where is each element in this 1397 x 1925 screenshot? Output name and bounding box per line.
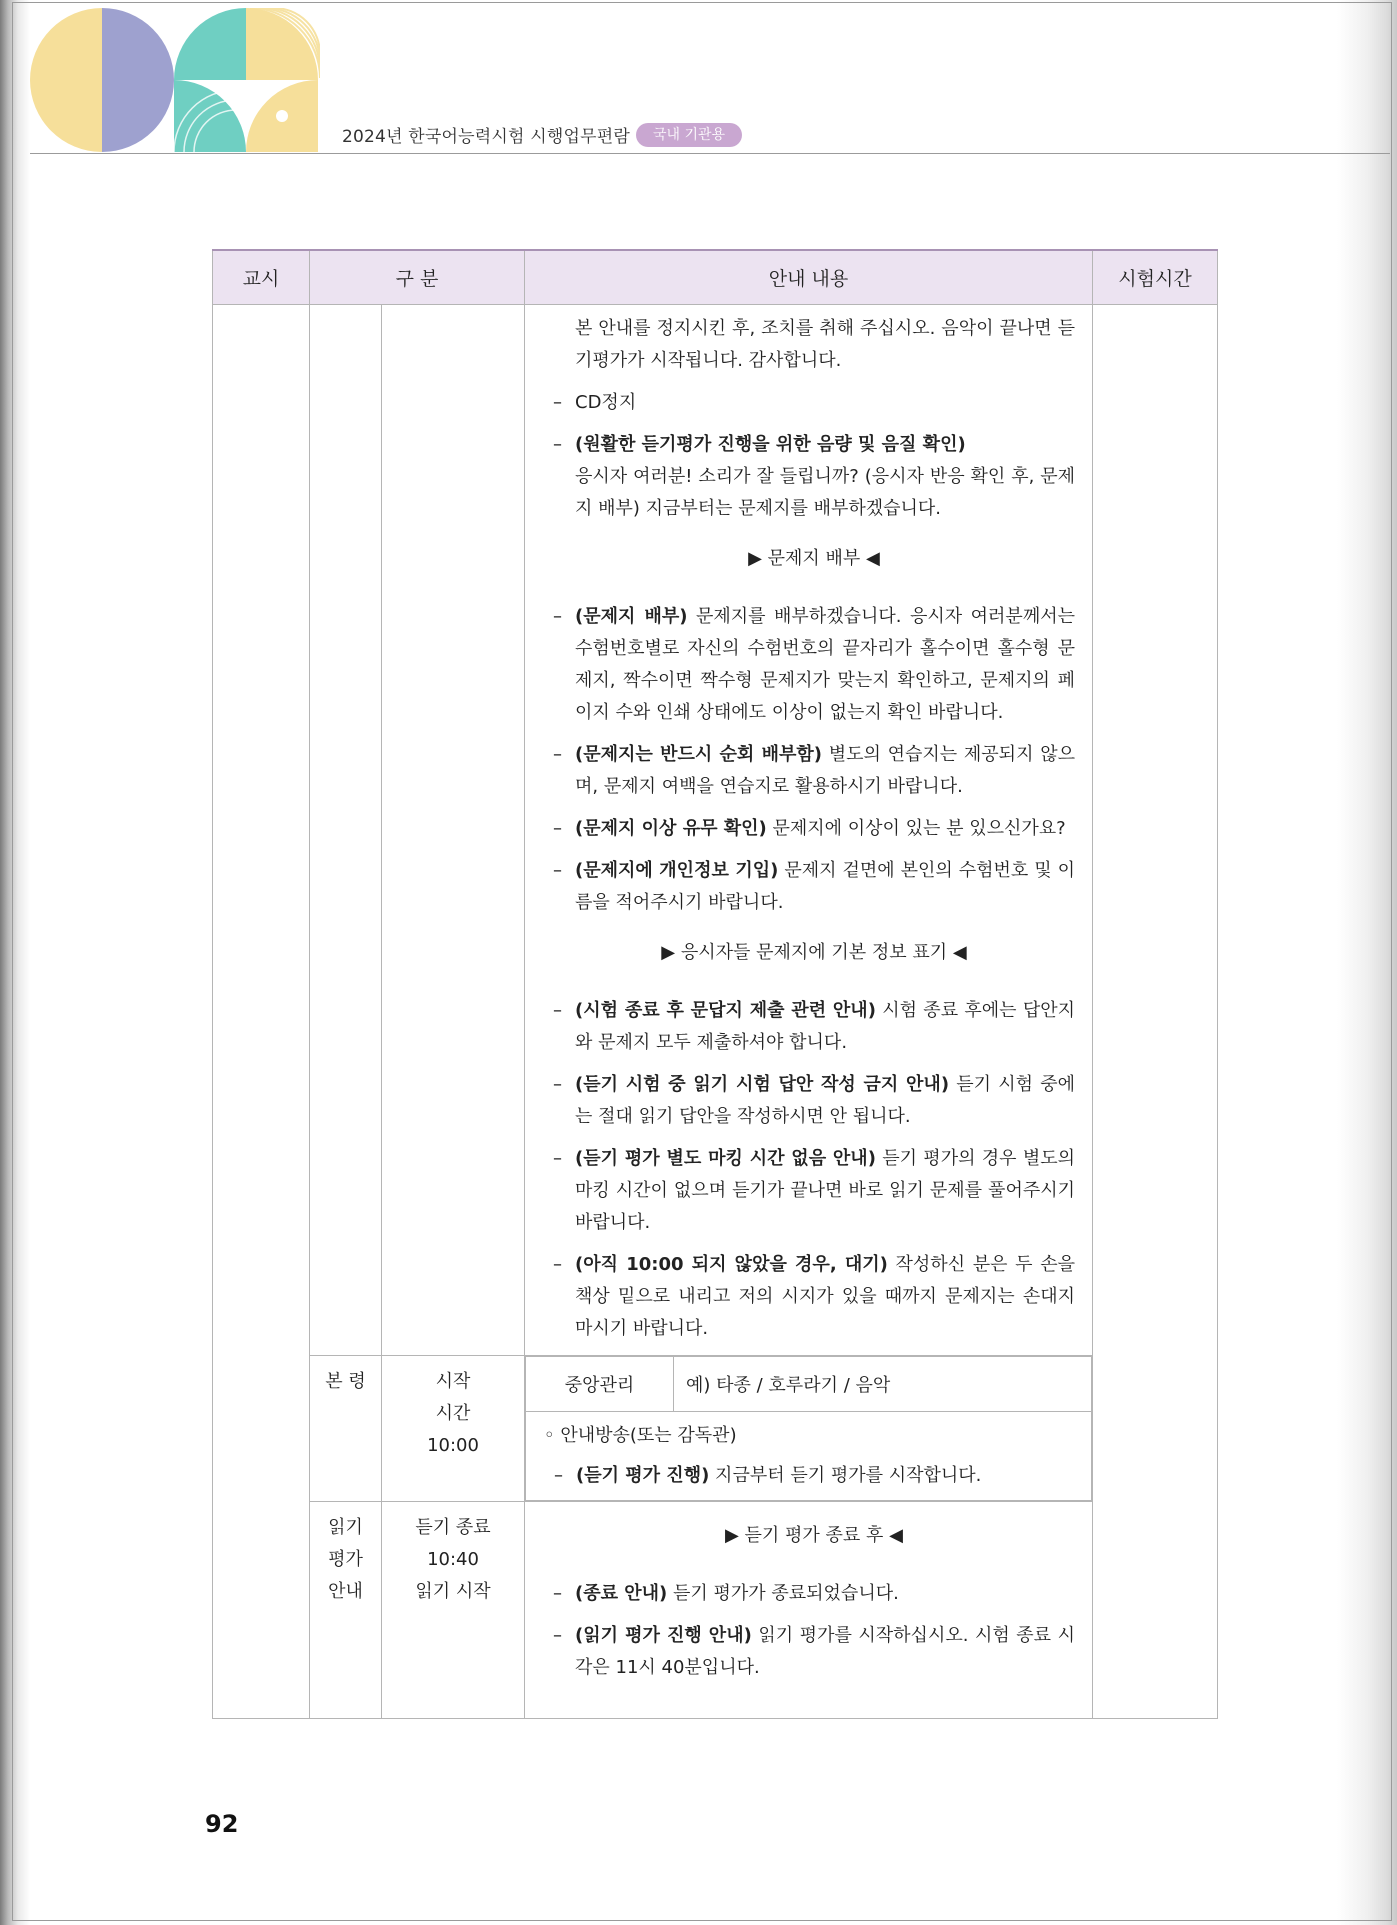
cd-stop: – CD정지 <box>553 387 1075 419</box>
list-item <box>553 1249 1075 1345</box>
header-period: 교시 <box>213 250 310 305</box>
item-title: (듣기 시험 중 읽기 시험 답안 작성 금지 안내) <box>575 1074 950 1095</box>
content-cell <box>525 305 1093 1356</box>
section-heading-info: ▶ 응시자들 문제지에 기본 정보 표기 ◀ <box>661 942 967 963</box>
start-time-label: 시작 시간 10:00 <box>382 1356 525 1502</box>
item-text: 듣기 시험 중에는 절대 읽기 답안을 작성하시면 안 됩니다. <box>575 1074 1075 1127</box>
broadcast-block <box>526 1412 1092 1501</box>
item-title: (문제지는 반드시 순회 배부함) <box>575 744 822 765</box>
table-row <box>213 305 1218 1356</box>
category-cell <box>310 305 382 1356</box>
volume-check <box>553 429 1075 525</box>
item-text: 문제지 겉면에 본인의 수험번호 및 이름을 적어주시기 바랍니다. <box>575 860 1075 913</box>
header-decoration <box>30 8 320 154</box>
item-text: 응시자 여러분! 소리가 잘 들립니까? (응시자 반응 확인 후, 문제지 배부) 지금부터는 문제지를 배부하겠습니다. <box>575 466 1075 519</box>
item-title: (듣기 평가 진행) <box>576 1465 710 1486</box>
item-text: 별도의 연습지는 제공되지 않으며, 문제지 여백을 연습지로 활용하시기 바랍니다. <box>575 744 1075 797</box>
list-item <box>554 1460 1074 1492</box>
period-cell <box>213 305 310 1719</box>
central-management-table <box>525 1356 1092 1501</box>
reading-content <box>525 1502 1093 1719</box>
page-number: 92 <box>205 1810 239 1838</box>
header-category: 구 분 <box>310 250 525 305</box>
item-text: 듣기 평가의 경우 별도의 마킹 시간이 없으며 듣기가 끝나면 바로 읽기 문제를 풀어주시기 바랍니다. <box>575 1148 1075 1233</box>
bonryeong-content <box>525 1356 1093 1502</box>
central-value: 예) 타종 / 호루라기 / 음악 <box>674 1357 1092 1412</box>
header-exam-time: 시험시간 <box>1093 250 1218 305</box>
section-heading-reading: ▶ 듣기 평가 종료 후 ◀ <box>724 1525 903 1546</box>
item-title: (종료 안내) <box>575 1583 668 1604</box>
table-row <box>213 1356 1218 1502</box>
document-title: 2024년 한국어능력시험 시행업무편람 <box>342 127 630 147</box>
category-bonryeong: 본 령 <box>310 1356 382 1502</box>
list-item <box>553 995 1075 1059</box>
item-title: (원활한 듣기평가 진행을 위한 음량 및 음질 확인) <box>575 434 966 455</box>
header-divider <box>30 153 1390 154</box>
reading-time-label: 듣기 종료 10:40 읽기 시작 <box>382 1502 525 1719</box>
item-title: (시험 종료 후 문답지 제출 관련 안내) <box>575 1000 876 1021</box>
item-title: (듣기 평가 별도 마킹 시간 없음 안내) <box>575 1148 876 1169</box>
category-reading: 읽기 평가 안내 <box>310 1502 382 1719</box>
list-item <box>553 601 1075 729</box>
subcategory-cell <box>382 305 525 1356</box>
list-item <box>553 1069 1075 1133</box>
header-content: 안내 내용 <box>525 250 1093 305</box>
list-item <box>553 1620 1075 1684</box>
broadcast-label: ◦ 안내방송(또는 감독관) <box>544 1425 737 1446</box>
central-label: 중앙관리 <box>526 1357 674 1412</box>
item-title: (문제지 이상 유무 확인) <box>575 818 767 839</box>
list-item <box>553 1143 1075 1239</box>
list-item <box>553 739 1075 803</box>
exam-time-cell <box>1093 305 1218 1719</box>
list-item <box>553 1578 1075 1610</box>
section-heading-distribute: ▶ 문제지 배부 ◀ <box>748 548 880 569</box>
list-item <box>553 855 1075 919</box>
item-title: (문제지 배부) <box>575 606 688 627</box>
item-text: 작성하신 분은 두 손을 책상 밑으로 내리고 저의 시지가 있을 때까지 문제지는 손대지 마시기 바랍니다. <box>575 1254 1075 1339</box>
exam-guide-table <box>212 249 1218 1719</box>
intro-text: 본 안내를 정지시킨 후, 조치를 취해 주십시오. 음악이 끝나면 듣기평가가 시작됩니다. 감사합니다. <box>575 318 1075 371</box>
item-title: (읽기 평가 진행 안내) <box>575 1625 752 1646</box>
item-title: (문제지에 개인정보 기입) <box>575 860 779 881</box>
item-text: 문제지에 이상이 있는 분 있으신가요? <box>766 818 1066 839</box>
table-header-row <box>213 250 1218 305</box>
item-text: 지금부터 듣기 평가를 시작합니다. <box>709 1465 982 1486</box>
item-text: 읽기 평가를 시작하십시오. 시험 종료 시각은 11시 40분입니다. <box>575 1625 1076 1678</box>
list-item <box>553 813 1075 845</box>
item-title: (아직 10:00 되지 않았을 경우, 대기) <box>575 1254 888 1275</box>
table-row <box>213 1502 1218 1719</box>
item-text: 시험 종료 후에는 답안지와 문제지 모두 제출하셔야 합니다. <box>575 1000 1075 1053</box>
item-text: 문제지를 배부하겠습니다. 응시자 여러분께서는 수험번호별로 자신의 수험번호의 끝자리가 홀수이면 홀수형 문제지, 짝수이면 짝수형 문제지가 맞는지 확인하고, 문제지의 페이지 수와 인쇄 상태에도 이상이 없는지 확인 바랍니다. <box>575 606 1075 723</box>
audience-badge: 국내 기관용 <box>636 123 742 147</box>
item-text: 듣기 평가가 종료되었습니다. <box>667 1583 899 1604</box>
